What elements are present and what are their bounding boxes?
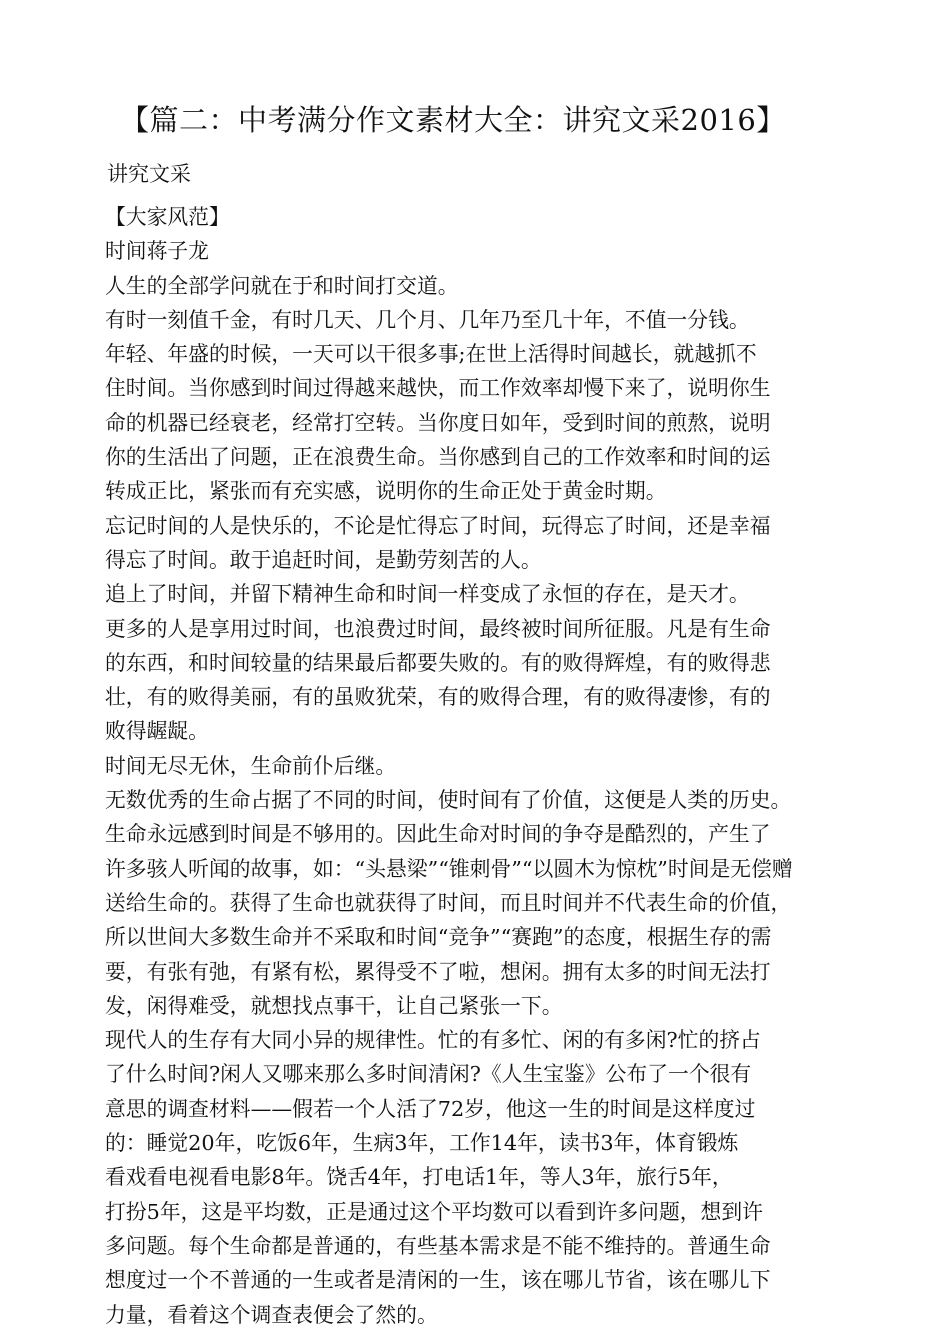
body-line: 许多骇人听闻的故事，如：“头悬梁”“锥刺骨”“以圆木为惊枕”时间是无偿赠 [105, 856, 793, 881]
body-line: 【大家风范】 [105, 205, 230, 229]
body-line: 无数优秀的生命占据了不同的时间，使时间有了价值，这便是人类的历史。 [105, 788, 792, 813]
body-line: 生命永远感到时间是不够用的。因此生命对时间的争夺是酷烈的，产生了 [105, 822, 771, 847]
body-line: 得忘了时间。敢于追赶时间，是勤劳刻苦的人。 [105, 547, 542, 572]
body-line: 住时间。当你感到时间过得越来越快，而工作效率却慢下来了，说明你生 [105, 376, 771, 401]
body-line: 败得龌龊。 [105, 719, 209, 744]
body-line: 更多的人是享用过时间，也浪费过时间，最终被时间所征服。凡是有生命 [105, 616, 771, 641]
document-body [105, 200, 875, 1332]
body-line: 打扮5年，这是平均数，正是通过这个平均数可以看到许多问题，想到许 [105, 1199, 763, 1224]
document-subtitle: 讲究文采 [107, 162, 191, 186]
document-title: 【篇二：中考满分作文素材大全：讲究文采2016】 [120, 103, 786, 137]
body-line: 时间蒋子龙 [105, 239, 209, 264]
body-line: 力量，看着这个调查表便会了然的。 [105, 1302, 438, 1327]
body-line: 发，闲得难受，就想找点事干，让自己紧张一下。 [105, 993, 563, 1018]
body-line: 意思的调查材料——假若一个人活了72岁，他这一生的时间是这样度过 [105, 1096, 756, 1121]
body-line: 人生的全部学问就在于和时间打交道。 [105, 273, 459, 298]
body-line: 看戏看电视看电影8年。饶舌4年，打电话1年，等人3年，旅行5年， [105, 1165, 733, 1190]
body-line: 的东西，和时间较量的结果最后都要失败的。有的败得辉煌，有的败得悲 [105, 650, 771, 675]
body-line: 你的生活出了问题，正在浪费生命。当你感到自己的工作效率和时间的运 [105, 445, 771, 470]
body-line: 的：睡觉20年，吃饭6年，生病3年，工作14年，读书3年，体育锻炼 [105, 1131, 739, 1156]
body-line: 转成正比，紧张而有充实感，说明你的生命正处于黄金时期。 [105, 479, 667, 504]
body-line: 有时一刻值千金，有时几天、几个月、几年乃至几十年，不值一分钱。 [105, 307, 750, 332]
body-line: 年轻、年盛的时候，一天可以干很多事;在世上活得时间越长，就越抓不 [105, 342, 757, 367]
body-line: 现代人的生存有大同小异的规律性。忙的有多忙、闲的有多闲?忙的挤占 [105, 1028, 761, 1053]
body-line: 多问题。每个生命都是普通的，有些基本需求是不能不维持的。普通生命 [105, 1233, 771, 1258]
body-line: 壮，有的败得美丽，有的虽败犹荣，有的败得合理，有的败得凄惨，有的 [105, 685, 771, 710]
body-line: 所以世间大多数生命并不采取和时间“竞争”“赛跑”的态度，根据生存的需 [105, 925, 772, 950]
body-line: 追上了时间，并留下精神生命和时间一样变成了永恒的存在，是天才。 [105, 582, 750, 607]
body-line: 要，有张有弛，有紧有松，累得受不了啦，想闲。拥有太多的时间无法打 [105, 959, 771, 984]
body-line: 了什么时间?闲人又哪来那么多时间清闲?《人生宝鉴》公布了一个很有 [105, 1062, 752, 1087]
body-line: 命的机器已经衰老，经常打空转。当你度日如年，受到时间的煎熬，说明 [105, 410, 771, 435]
body-line: 时间无尽无休，生命前仆后继。 [105, 753, 397, 778]
body-line: 送给生命的。获得了生命也就获得了时间，而且时间并不代表生命的价值， [105, 890, 792, 915]
body-line: 忘记时间的人是快乐的，不论是忙得忘了时间，玩得忘了时间，还是幸福 [105, 513, 771, 538]
body-line: 想度过一个不普通的一生或者是清闲的一生，该在哪儿节省，该在哪儿下 [105, 1268, 771, 1293]
